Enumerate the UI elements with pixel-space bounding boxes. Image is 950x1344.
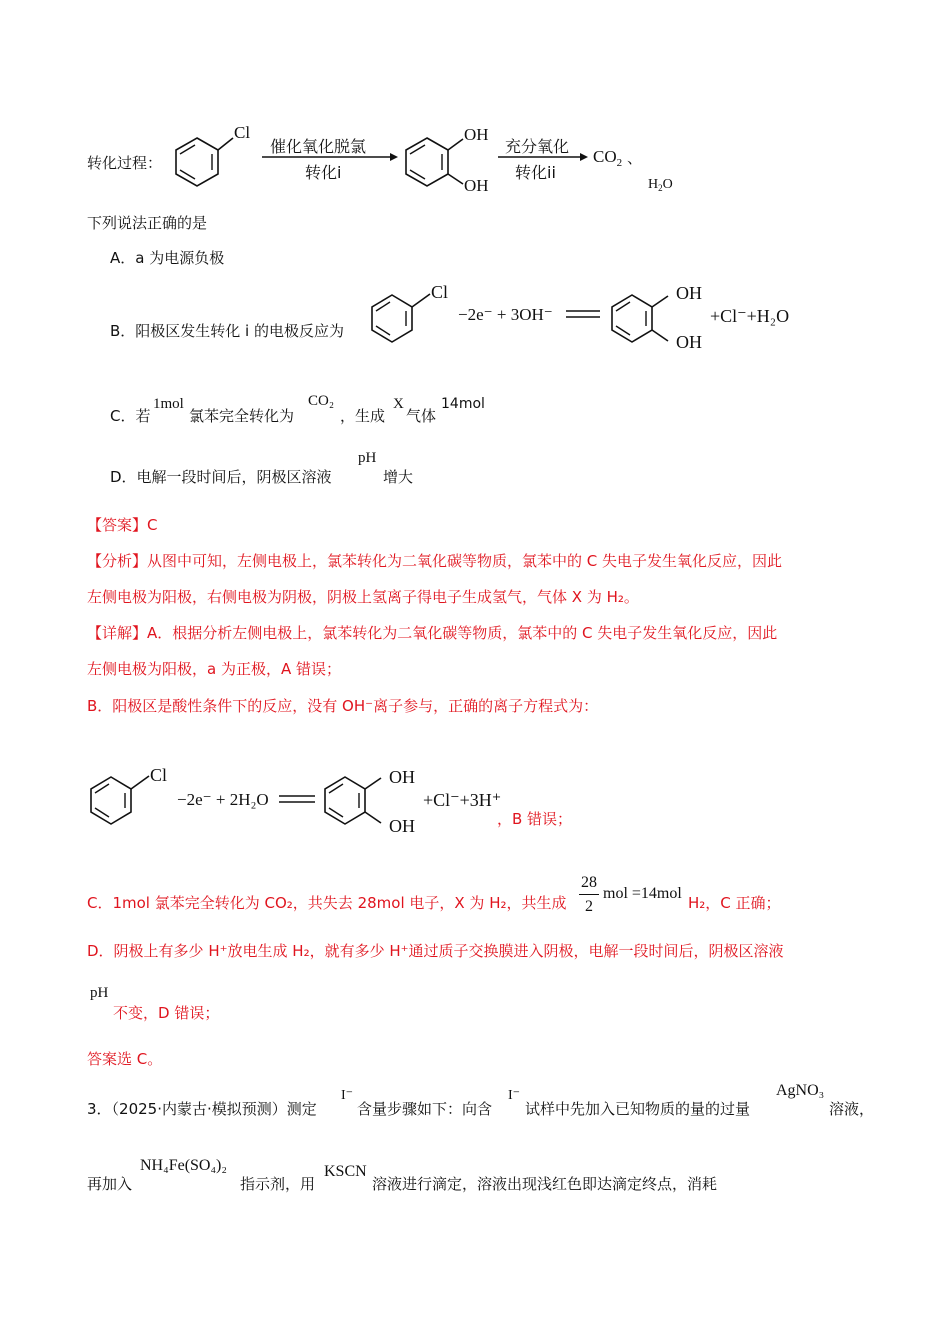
q3-line2-a: 再加入	[87, 1175, 133, 1193]
conclusion: 答案选 C。	[87, 1050, 163, 1068]
arrow2-top-label: 充分氧化	[505, 137, 570, 156]
svg-text:OH: OH	[389, 767, 415, 787]
answer-line: 【答案】C	[87, 516, 158, 534]
q3-part-d: 溶液，	[829, 1100, 875, 1118]
q3-line2-b: 指示剂，用	[240, 1175, 316, 1193]
detail-a-line-1: 【详解】A．根据分析左侧电极上，氯苯转化为二氧化碳等物质，氯苯中的 C 失电子发生氧化反应，因此	[87, 624, 778, 642]
h2o-label: $H_2O$	[648, 177, 673, 193]
process-label: 转化过程：	[87, 154, 163, 172]
q3-line2-c: 溶液进行滴定，溶液出现浅红色即达滴定终点，消耗	[372, 1175, 718, 1193]
detail-b-end: ，B 错误；	[497, 810, 573, 828]
eq-detail-right: +Cl⁻+3H⁺	[423, 790, 502, 810]
analysis-tag: 【分析】	[87, 552, 148, 570]
question-stem: 下列说法正确的是	[87, 214, 208, 232]
eq-detail-left: −2e⁻ + 2H₂O	[177, 790, 269, 809]
option-d-1: D．电解一段时间后，阴极区溶液	[110, 468, 332, 486]
detail-d-line-1: D．阴极上有多少 H⁺放电生成 H₂，就有多少 H⁺通过质子交换膜进入阴极，电解一段时间后，阴极区溶液	[87, 942, 784, 960]
q3-iodide-1: I⁻	[341, 1088, 354, 1103]
q3-part-c: 试样中先加入已知物质的量的过量	[525, 1100, 751, 1118]
detail-c-pre: C．1mol 氯苯完全转化为 CO₂，共失去 28mol 电子，X 为 H₂，共生成	[87, 894, 567, 912]
q3-part-a: 3．（2025·内蒙古·模拟预测）测定	[87, 1100, 317, 1118]
fraction-denominator: 2	[585, 898, 593, 915]
svg-text:OH: OH	[676, 283, 702, 303]
option-c-2: 氯苯完全转化为	[189, 407, 295, 425]
detail-c-post: H₂，C 正确；	[688, 894, 781, 912]
detail-tag: 【详解】	[87, 624, 148, 642]
arrow1-bottom-label: 转化i	[305, 163, 342, 182]
catechol-structure	[406, 125, 489, 195]
fraction-numerator: 28	[581, 874, 597, 891]
option-c-1mol: 1mol	[153, 396, 184, 412]
cl-label: Cl	[234, 123, 251, 142]
option-c-1: C．若	[110, 407, 151, 425]
svg-text:OH: OH	[389, 816, 415, 836]
option-c-3: ，生成	[340, 407, 386, 425]
detail-b-line-1: B．阳极区是酸性条件下的反应，没有 OH⁻离子参与，正确的离子方程式为：	[87, 697, 599, 715]
detail-a-line-2: 左侧电极为阳极，a 为正极，A 错误；	[87, 660, 341, 678]
q3-nh4fe: NH₄Fe(SO₄)₂	[140, 1157, 227, 1174]
svg-text:Cl: Cl	[431, 282, 449, 302]
option-d-ph: pH	[358, 450, 377, 466]
oh-bottom-label: OH	[464, 176, 489, 195]
oh-top-label: OH	[464, 125, 489, 144]
option-c-14mol: 14mol	[441, 396, 485, 412]
detail-b-equation	[87, 762, 507, 840]
q3-iodide-2: I⁻	[508, 1088, 521, 1103]
option-d-2: 增大	[383, 468, 414, 486]
svg-text:OH: OH	[676, 332, 702, 352]
arrow1-top-label: 催化氧化脱氯	[270, 137, 367, 156]
option-a: A．a 为电源负极	[110, 249, 225, 267]
option-c-x: X	[393, 396, 404, 412]
separator: 、	[627, 149, 643, 167]
svg-text:Cl: Cl	[150, 765, 168, 785]
arrow2-bottom-label: 转化ii	[515, 163, 556, 182]
analysis-line-1: 【分析】从图中可知，左侧电极上，氯苯转化为二氧化碳等物质，氯苯中的 C 失电子发生氧化反应，因此	[87, 552, 783, 570]
fraction-bar	[579, 894, 599, 895]
option-b-equation	[368, 280, 808, 360]
option-c-co2: CO₂	[308, 393, 335, 409]
option-c-4: 气体	[406, 407, 437, 425]
eq-b-right: +Cl⁻+H₂O	[710, 306, 790, 326]
q3-part-b: 含量步骤如下：向含	[357, 1100, 493, 1118]
eq-b-left: −2e⁻ + 3OH⁻	[458, 305, 553, 324]
co2-label: $CO_2$	[593, 147, 623, 169]
detail-d-line-2: 不变，D 错误；	[113, 1004, 220, 1022]
chlorobenzene-structure	[176, 123, 250, 186]
conversion-scheme	[165, 118, 705, 203]
q3-agno3: AgNO₃	[776, 1082, 825, 1099]
analysis-line-2: 左侧电极为阳极，右侧电极为阴极，阴极上氢离子得电子生成氢气，气体 X 为 H₂。	[87, 588, 639, 606]
q3-kscn: KSCN	[324, 1163, 367, 1180]
detail-c-mid: mol =14mol	[603, 885, 682, 902]
option-b-text: B．阳极区发生转化 i 的电极反应为	[110, 322, 344, 340]
detail-d-ph: pH	[90, 985, 109, 1001]
